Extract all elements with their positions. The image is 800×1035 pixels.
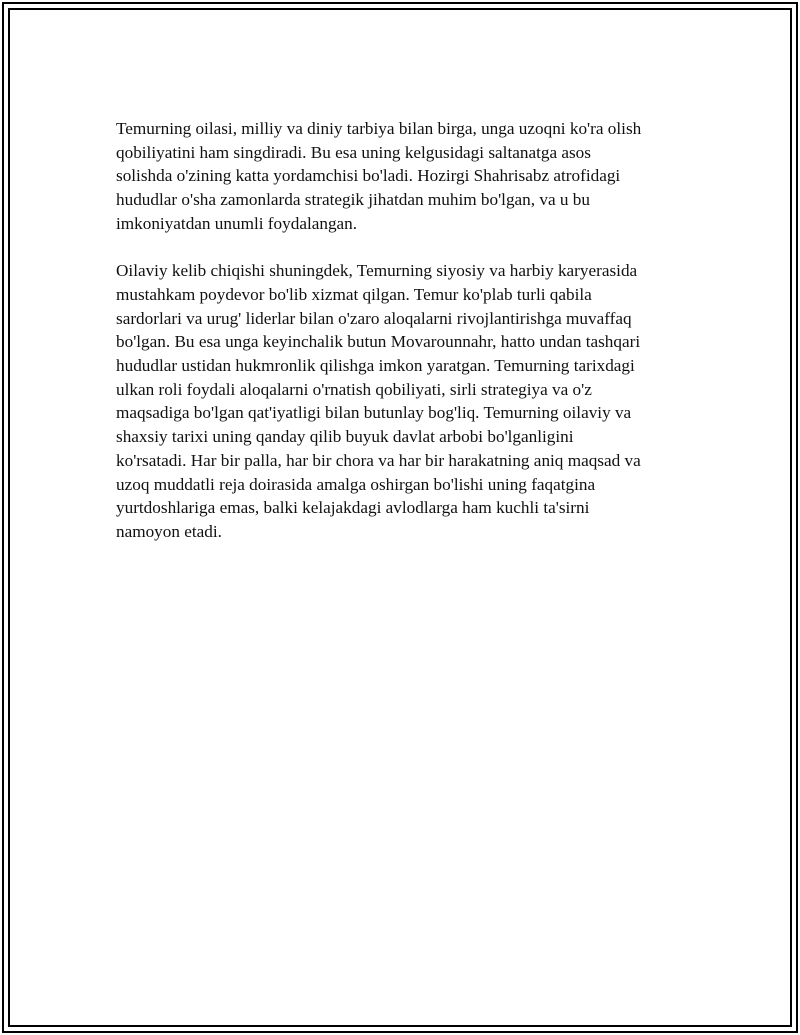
paragraph-2: Oilaviy kelib chiqishi shuningdek, Temurning siyosiy va harbiy karyerasida mustahkam poydevor bo'lib xizmat qilgan. Temur ko'plab turli qabila sardorlari va urug' liderlar bilan o'zaro aloqalarni rivojlantirishga muvaffaq bo'lgan. Bu esa unga keyinchalik butun Movarounnahr, hatto undan tashqari hududlar ustidan hukmronlik qilishga imkon yaratgan. Temurning tarixdagi ulkan roli foydali aloqalarni o'rnatish qobiliyati, sirli strategiya va o'z maqsadiga bo'lgan qat'iyatligi bilan butunlay bog'liq. Temurning oilaviy va shaxsiy tarixi uning qanday qilib buyuk davlat arbobi bo'lganligini ko'rsatadi. Har bir palla, har bir chora va har bir harakatning aniq maqsad va uzoq muddatli reja doirasida amalga oshirgan bo'lishi uning faqatgina yurtdoshlariga emas, balki kelajakdagi avlodlarga ham kuchli ta'sirni namoyon etadi. bbox=[116, 261, 641, 541]
document-body bbox=[116, 117, 696, 567]
document-page bbox=[2, 2, 798, 1033]
paragraph-1: Temurning oilasi, milliy va diniy tarbiya bilan birga, unga uzoqni ko'ra olish qobiliyatini ham singdiradi. Bu esa uning kelgusidagi saltanatga asos solishda o'zining katta yordamchisi bo'ladi. Hozirgi Shahrisabz atrofidagi hududlar o'sha zamonlarda strategik jihatdan muhim bo'lgan, va u bu imkoniyatdan unumli foydalangan. bbox=[116, 119, 642, 233]
